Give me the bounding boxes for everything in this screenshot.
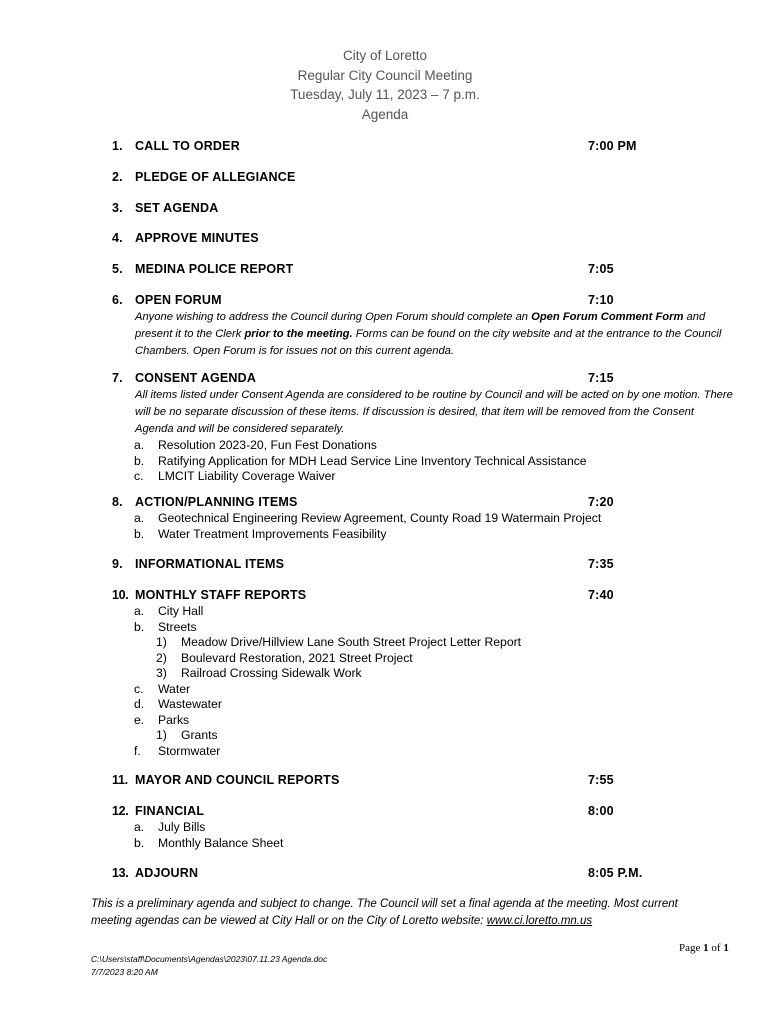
agenda-item [112, 170, 732, 186]
document-header [0, 46, 770, 124]
item-number: 6. [112, 293, 123, 307]
agenda-item [112, 557, 732, 573]
item-number: 9. [112, 557, 123, 571]
item-title: SET AGENDA [135, 201, 219, 215]
meeting-type: Regular City Council Meeting [297, 67, 473, 83]
item-number: 13. [112, 866, 129, 880]
file-date: 7/7/2023 8:20 AM [91, 967, 158, 977]
agenda-item [112, 804, 732, 851]
file-path: C:\Users\staff\Documents\Agendas\2023\07.11.23 Agenda.doc [91, 954, 328, 964]
item-time: 7:20 [588, 495, 614, 509]
agenda-item [112, 773, 732, 789]
agenda-item [112, 201, 732, 217]
disclaimer [91, 896, 711, 930]
agenda-item [112, 866, 732, 882]
item-number: 11. [112, 773, 128, 787]
sub-item: b. Water Treatment Improvements Feasibility [134, 526, 387, 541]
item-number: 5. [112, 262, 123, 276]
sub-item: b. Streets [134, 619, 197, 634]
item-time: 7:15 [588, 371, 614, 385]
item-note: Anyone wishing to address the Council during Open Forum should complete an Open Forum Comment Form and present it to the Clerk prior to the meeting. Forms can be found on the city website and at the entrance to the Council Chambers. Open Forum is for issues not on this current agenda. [135, 311, 722, 357]
item-number: 2. [112, 170, 123, 184]
item-title: INFORMATIONAL ITEMS [135, 557, 285, 571]
item-time: 7:55 [588, 773, 614, 787]
item-title: FINANCIAL [135, 804, 205, 818]
item-time: 7:00 PM [588, 139, 637, 153]
item-time: 7:05 [588, 262, 614, 276]
agenda-item [112, 371, 732, 485]
item-time: 7:10 [588, 293, 614, 307]
document-title: Agenda [361, 106, 409, 122]
sub-item: 2) Boulevard Restoration, 2021 Street Project [156, 650, 413, 665]
item-title: ACTION/PLANNING ITEMS [135, 495, 298, 509]
agenda-item [112, 262, 732, 278]
item-title: PLEDGE OF ALLEGIANCE [135, 170, 296, 184]
item-number: 7. [112, 371, 123, 385]
item-title: APPROVE MINUTES [135, 231, 259, 245]
sub-item: a. City Hall [134, 604, 204, 618]
agenda-item [112, 293, 732, 360]
sub-item: b. Monthly Balance Sheet [134, 835, 284, 850]
agenda-item [112, 495, 732, 542]
city-name: City of Loretto [342, 48, 428, 63]
agenda-item [112, 588, 732, 759]
sub-item: a. July Bills [134, 820, 206, 834]
sub-item: f. Stormwater [134, 743, 221, 758]
item-title: CALL TO ORDER [135, 139, 240, 153]
item-number: 3. [112, 201, 123, 215]
item-title: ADJOURN [135, 866, 199, 880]
disclaimer-text: This is a preliminary agenda and subject to change. The Council will set a final agenda at the meeting. Most current meeting agendas can be viewed at City Hall or on the City of Loretto website: [91, 898, 678, 927]
item-title: OPEN FORUM [135, 293, 222, 307]
agenda-item [112, 139, 732, 155]
sub-item: b. Ratifying Application for MDH Lead Service Line Inventory Technical Assistance [134, 453, 587, 468]
sub-item: a. Resolution 2023-20, Fun Fest Donations [134, 438, 377, 452]
item-number: 8. [112, 495, 123, 509]
sub-item: 1) Grants [156, 728, 218, 742]
item-title: MAYOR AND COUNCIL REPORTS [135, 773, 340, 787]
sub-item: c. LMCIT Liability Coverage Waiver [134, 469, 336, 483]
page-number: Page 1 of 1 [679, 942, 729, 954]
meeting-date: Tuesday, July 11, 2023 – 7 p.m. [290, 87, 480, 102]
sub-item: c. Water [134, 681, 191, 696]
sub-item: a. Geotechnical Engineering Review Agreement, County Road 19 Watermain Project [134, 511, 602, 525]
item-note: All items listed under Consent Agenda are considered to be routine by Council and will be acted on by one motion. There will be no separate discussion of these items. If discussion is desired, that item will be removed from the Consent Agenda and will be considered separately. [135, 389, 733, 435]
item-title: CONSENT AGENDA [135, 371, 257, 385]
item-number: 10. [112, 588, 129, 602]
item-title: MEDINA POLICE REPORT [135, 262, 294, 276]
sub-item: 1) Meadow Drive/Hillview Lane South Street Project Letter Report [156, 635, 522, 649]
agenda-item [112, 231, 732, 247]
item-number: 12. [112, 804, 129, 818]
sub-item: e. Parks [134, 712, 190, 727]
file-info [91, 953, 327, 979]
website-link[interactable]: www.ci.loretto.mn.us [486, 915, 593, 927]
item-title: MONTHLY STAFF REPORTS [135, 588, 307, 602]
item-time: 8:00 [588, 804, 614, 818]
item-time: 7:35 [588, 557, 614, 571]
item-number: 1. [112, 139, 123, 153]
item-time: 8:05 P.M. [588, 866, 643, 880]
sub-item: 3) Railroad Crossing Sidewalk Work [156, 666, 362, 680]
sub-item: d. Wastewater [134, 697, 222, 711]
item-time: 7:40 [588, 588, 614, 602]
item-number: 4. [112, 231, 123, 245]
